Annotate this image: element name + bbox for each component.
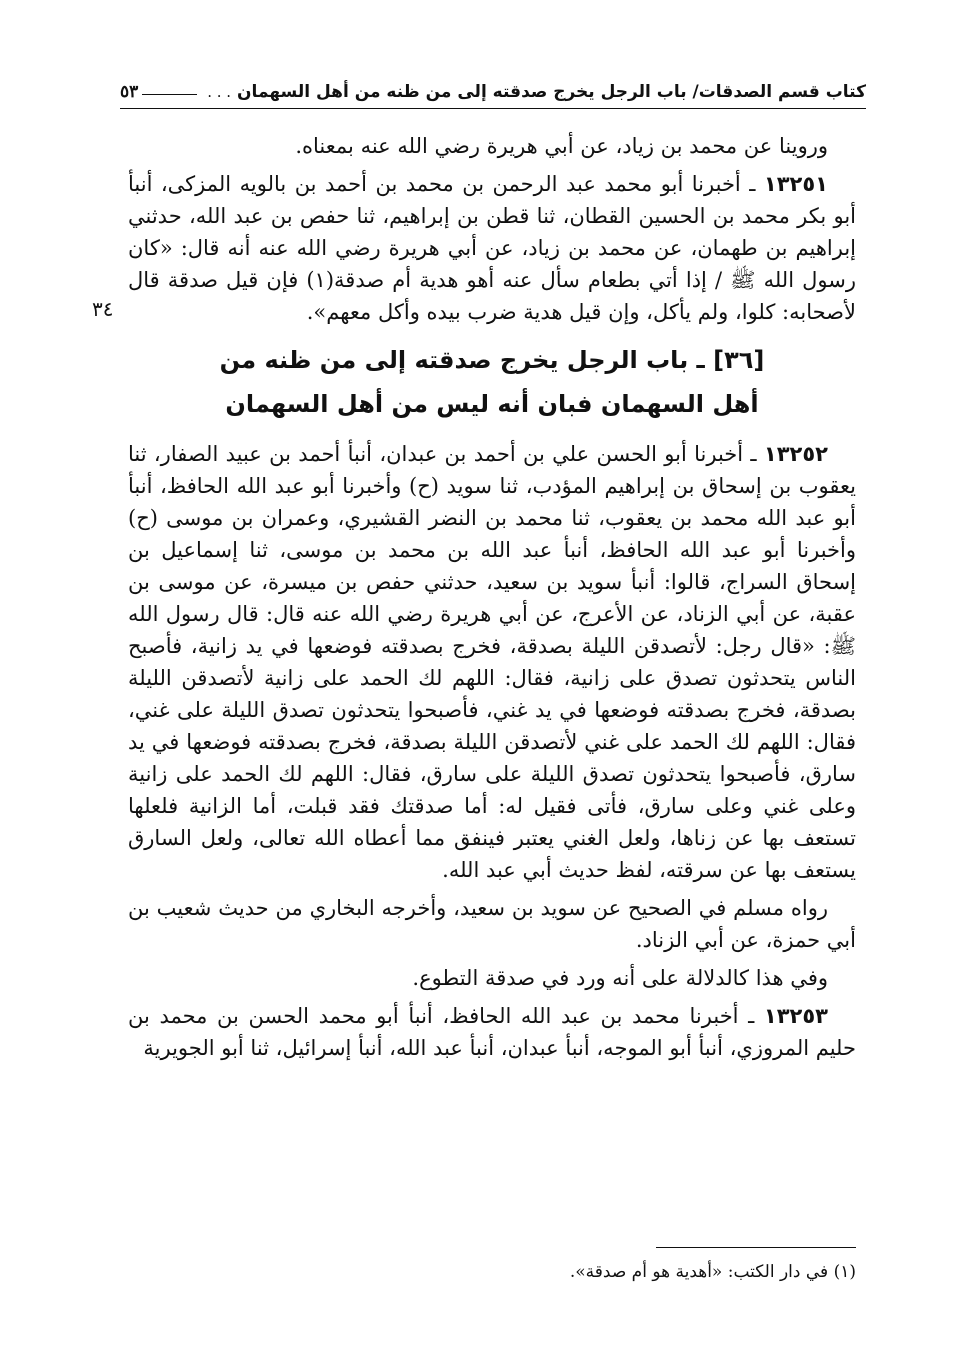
hadith-text: ـ أخبرنا محمد بن عبد الله الحافظ، أنبأ أبو محمد الحسن بن محمد بن حليم المروزي، أنبأ أبو الموجه، أنبأ عبدان، أنبأ عبد الله، أنبأ إسرائيل، ثنا أبو الجويرية <box>128 1004 856 1060</box>
footnote: (١) في دار الكتب: «أهدية هو أم صدقة». <box>569 1262 856 1282</box>
main-text <box>128 130 856 1070</box>
page-number: ٥٣ <box>120 82 139 102</box>
header-divider <box>120 108 866 109</box>
chapter-heading <box>128 338 856 426</box>
header-dots: . . . <box>207 83 232 101</box>
paragraph-1: وروينا عن محمد بن زياد، عن أبي هريرة رضي الله عنه بمعناه. <box>295 134 828 158</box>
paragraph-hadith-13253 <box>128 1000 856 1064</box>
chapter-heading-line-2: أهل السهمان فبان أنه ليس من أهل السهمان <box>225 390 759 418</box>
running-header <box>120 78 866 106</box>
hadith-number: ١٣٢٥١ <box>763 172 828 196</box>
paragraph-hadith-13252 <box>128 438 856 886</box>
header-leader-rule <box>142 94 197 95</box>
margin-page-reference: ٣٤ <box>92 297 114 321</box>
paragraph-commentary: وفي هذا كالدلالة على أنه ورد في صدقة التطوع. <box>412 966 828 990</box>
hadith-number: ١٣٢٥٢ <box>763 442 828 466</box>
hadith-number: ١٣٢٥٣ <box>763 1004 828 1028</box>
footnote-divider <box>656 1247 856 1248</box>
hadith-text: ـ أخبرنا أبو الحسن علي بن أحمد بن عبدان، أنبأ أحمد بن عبيد الصفار، ثنا يعقوب بن إسحاق بن إبراهيم المؤدب، ثنا سويد (ح) وأخبرنا أبو عبد الله الحافظ، أنبأ أبو عبد الله محمد بن يعقوب، ثنا محمد بن النضر القشيري، وعمران بن موسى (ح) وأخبرنا أبو عبد الله الحافظ، أنبأ عبد الله بن محمد بن موسى، ثنا إسماعيل بن إسحاق السراج، قالوا: أنبأ سويد بن سعيد، حدثني حفص بن ميسرة، عن موسى بن عقبة، عن أبي الزناد، عن الأعرج، عن أبي هريرة رضي الله عنه قال: قال رسول الله ﷺ: «قال رجل: لأتصدقن الليلة بصدقة، فخرج بصدقته فوضعها في يد زانية، فأصبح الناس يتحدثون تصدق على زانية، فقال: اللهم لك الحمد على زانية لأتصدقن الليلة بصدقة، فخرج بصدقته فوضعها في يد غني، فأصبحوا يتحدثون تصدق الليلة على غني، فقال: اللهم لك الحمد على غني لأتصدقن الليلة بصدقة، فخرج بصدقته فوضعها في يد سارق، فأصبحوا يتحدثون تصدق الليلة على سارق، فقال: اللهم لك الحمد على زانية وعلى غني وعلى سارق، فأتى فقيل له: أما صدقتك فقد قبلت، أما الزانية فلعلها تستعف بها عن زناها، ولعل الغني يعتبر فينفق مما أعطاه الله تعالى، ولعل السارق يستعف بها عن سرقته، لفظ حديث أبي عبد الله. <box>128 442 856 882</box>
hadith-text: ـ أخبرنا أبو محمد عبد الرحمن بن محمد بن أحمد بن بالويه المزكى، أنبأ أبو بكر محمد بن الحسين القطان، ثنا قطن بن إبراهيم، ثنا حفص بن عبد الله، حدثني إبراهيم بن طهمان، عن محمد بن زياد، عن أبي هريرة رضي الله عنه أنه قال: «كان رسول الله ﷺ / إذا أتي بطعام سأل عنه أهو هدية أم صدقة(١) فإن قيل صدقة قال لأصحابه: كلوا، ولم يأكل، وإن قيل هدية ضرب بيده وأكل معهم». <box>128 172 856 324</box>
paragraph-narration-note: رواه مسلم في الصحيح عن سويد بن سعيد، وأخرجه البخاري من حديث شعيب بن أبي حمزة، عن أبي الزناد. <box>128 896 856 952</box>
header-title: كتاب قسم الصدقات/ باب الرجل يخرج صدقته إلى من ظنه من أهل السهمان <box>237 82 866 102</box>
paragraph-hadith-13251 <box>128 168 856 328</box>
chapter-heading-line-1: [٣٦] ـ باب الرجل يخرج صدقته إلى من ظنه من <box>219 346 765 374</box>
